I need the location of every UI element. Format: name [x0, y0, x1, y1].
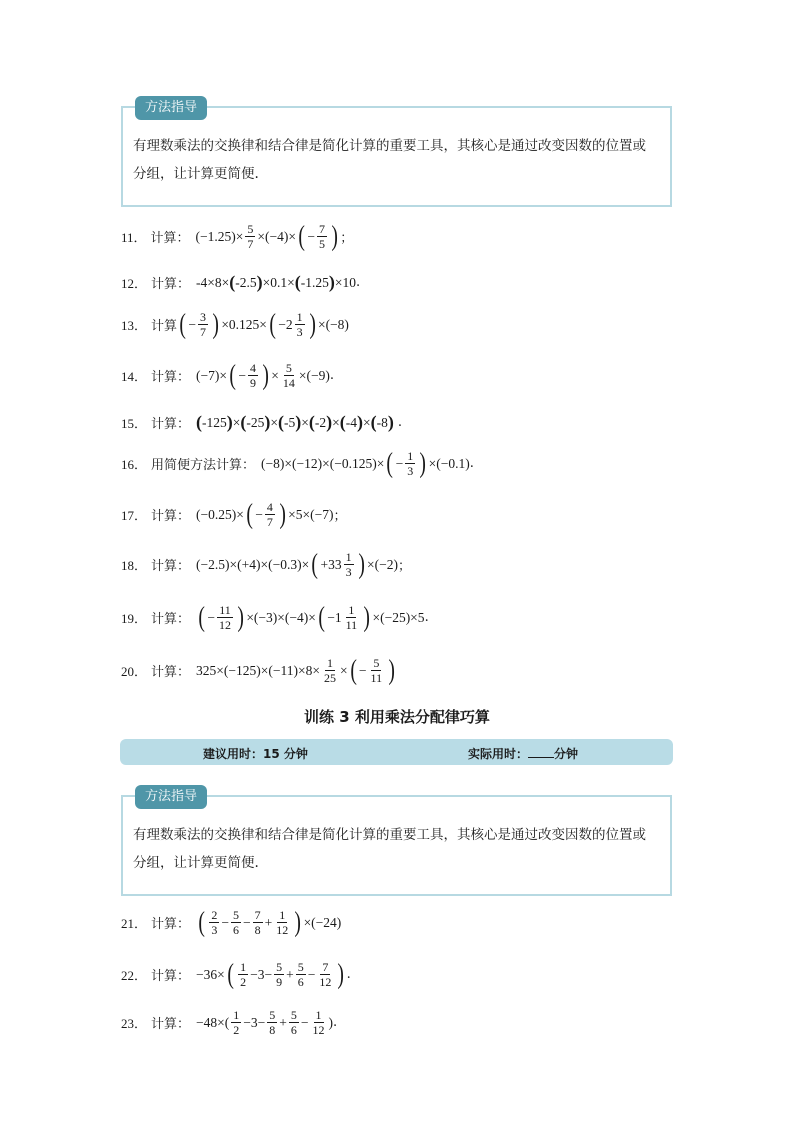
problem-22: 22． 计算： −36× ( $\frac{1}{2}$ −3− $\frac{5}{9}$ + $\frac{5}{6}$ − $\frac{7}{12}$ ) .: [121, 958, 351, 990]
problem-23: 23． 计算： −48×( $\frac{1}{2}$ −3− $\frac{5}{8}$ + $\frac{5}{6}$ − $\frac{1}{12}$ ) .: [121, 1008, 338, 1037]
problem-17: 17． 计算： (−0.25)× ( − $\frac{4}{7}$ ) ×5×(−7) ；: [121, 498, 347, 530]
time-blank[interactable]: [528, 746, 554, 758]
expression: (−7)× ( − $\frac{4}{9}$ ) × $\frac{5}{14}$ ×(−9): [196, 359, 330, 391]
method-guide-tag: 方法指导: [135, 96, 207, 120]
problem-11: 11． 计算： (−1.25)× $\frac{5}{7}$ ×(−4)× ( − $\frac{7}{5}$ ) ；: [121, 220, 354, 252]
problem-14: 14． 计算： (−7)× ( − $\frac{4}{9}$ ) × $\frac{5}{14}$ ×(−9) .: [121, 359, 335, 391]
problem-20: 20． 计算： 325×(−125)×(−11)×8× $\frac{1}{25}$ × ( − $\frac{5}{11}$ ): [121, 656, 681, 685]
method-guide-tag: 方法指导: [135, 785, 207, 809]
expression: (−1.25)× $\frac{5}{7}$ ×(−4)× ( − $\frac{7}{5}$ ): [195, 220, 338, 252]
expression: 325×(−125)×(−11)×8× $\frac{1}{25}$ × ( − $\frac{5}{11}$ ): [196, 654, 396, 686]
expression: ( -125 ) × ( -25 ) × ( -5 ) × ( -2 ) × ( -4 ) × ( -8 ): [196, 412, 394, 432]
method-guide-box-2: [121, 789, 672, 896]
expression: −36× ( $\frac{1}{2}$ −3− $\frac{5}{9}$ + $\frac{5}{6}$ − $\frac{7}{12}$ ): [196, 958, 345, 990]
expression: ( $\frac{2}{3}$ − $\frac{5}{6}$ − $\frac{7}{8}$ + $\frac{1}{12}$ ) ×(−24): [198, 906, 342, 938]
expression: (−8)×(−12)×(−0.125)× ( − $\frac{1}{3}$ ) ×(−0.1): [261, 447, 470, 479]
problem-16: 16． 用简便方法计算： (−8)×(−12)×(−0.125)× ( − $\frac{1}{3}$ ) ×(−0.1) .: [121, 447, 474, 479]
problem-15: 15． 计算： ( -125 ) × ( -25 ) × ( -5 ) × ( -2 ) × ( -4 ) × ( -8 ) .: [121, 412, 403, 432]
time-bar: [120, 739, 673, 765]
expression: ( − $\frac{3}{7}$ ) ×0.125× ( −2 $\frac{1}{3}$ ) ×(−8): [179, 308, 349, 340]
problem-18: 18． 计算： (−2.5)×(+4)×(−0.3)× ( +33 $\frac{1}{3}$ ) ×(−2) ；: [121, 548, 411, 580]
method-guide-text: 有理数乘法的交换律和结合律是简化计算的重要工具，其核心是通过改变因数的位置或 分组，让计算更简便.: [133, 138, 646, 182]
suggested-time: 建议用时：15 分钟: [203, 747, 308, 761]
section-title: 训练 3 利用乘法分配律巧算: [304, 708, 490, 726]
expression: ( − $\frac{11}{12}$ ) ×(−3)×(−4)× ( −1 $\frac{1}{11}$ ) ×(−25)×5: [198, 601, 425, 633]
expression: (−2.5)×(+4)×(−0.3)× ( +33 $\frac{1}{3}$ ) ×(−2): [196, 548, 398, 580]
expression: -4×8× ( -2.5 ) ×0.1× ( -1.25 ) ×10: [196, 272, 356, 292]
method-guide-box-1: [121, 100, 672, 207]
expression: −48×( $\frac{1}{2}$ −3− $\frac{5}{8}$ + $\frac{5}{6}$ − $\frac{1}{12}$ ): [196, 1008, 333, 1037]
problem-12: 12． 计算： -4×8× ( -2.5 ) ×0.1× ( -1.25 ) ×10 .: [121, 272, 361, 292]
method-guide-text: 有理数乘法的交换律和结合律是简化计算的重要工具，其核心是通过改变因数的位置或 分组，让计算更简便.: [133, 827, 646, 871]
problem-19: 19． 计算： ( − $\frac{11}{12}$ ) ×(−3)×(−4)× ( −1 $\frac{1}{11}$ ) ×(−25)×5 .: [121, 601, 429, 633]
actual-time: 实际用时： 分钟: [468, 747, 579, 761]
problem-21: 21． 计算： ( $\frac{2}{3}$ − $\frac{5}{6}$ − $\frac{7}{8}$ + $\frac{1}{12}$ ) ×(−24): [121, 906, 342, 938]
problem-13: 13． 计算 ( − $\frac{3}{7}$ ) ×0.125× ( −2 $\frac{1}{3}$ ) ×(−8): [121, 308, 349, 340]
expression: (−0.25)× ( − $\frac{4}{7}$ ) ×5×(−7): [196, 498, 334, 530]
